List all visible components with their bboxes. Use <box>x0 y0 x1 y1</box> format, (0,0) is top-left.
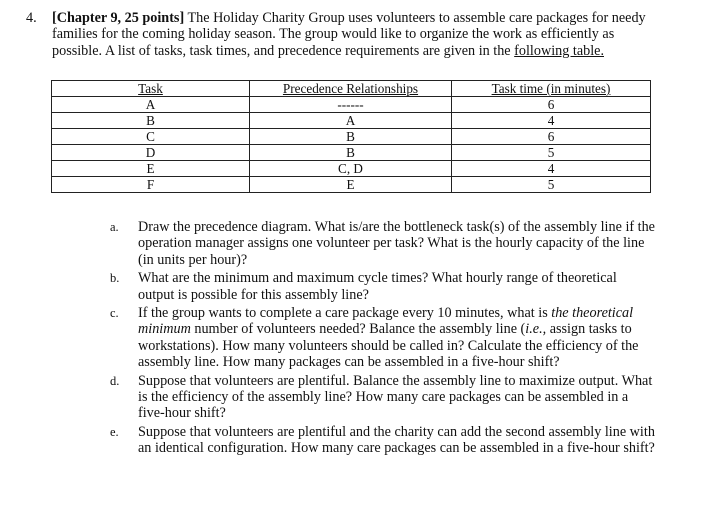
table-row <box>52 113 651 129</box>
cell-time: 6 <box>452 97 651 113</box>
cell-precedence: A <box>250 113 452 129</box>
table-row <box>52 161 651 177</box>
question-intro <box>52 10 666 59</box>
cell-task: C <box>52 129 250 145</box>
sub-question-a <box>110 219 655 268</box>
question-heading: [Chapter 9, 25 points] <box>52 10 185 26</box>
question-intro-tail: following table. <box>514 42 604 59</box>
cell-precedence: E <box>250 177 452 193</box>
sub-question-b <box>110 270 655 303</box>
sub-question-text: Suppose that volunteers are plentiful. Balance the assembly line to maximize output. What is the efficiency of the assembly line? How many care packages can be assembled in a five-hour shift? <box>138 372 653 422</box>
emphasis-text: the theoretical minimum <box>138 305 634 338</box>
question-intro-text: The Holiday Charity Group uses volunteers to assemble care packages for needy families for the coming holiday season. The group would like to organize the work as efficiently as possible. A list of tasks, task times, and precedence requirements are given in the <box>52 10 646 59</box>
sub-question-letter: e. <box>110 424 119 439</box>
cell-precedence: ------ <box>250 97 452 113</box>
cell-precedence: B <box>250 129 452 145</box>
cell-task: D <box>52 145 250 161</box>
header-task: Task <box>52 81 250 97</box>
cell-task: B <box>52 113 250 129</box>
cell-time: 5 <box>452 177 651 193</box>
sub-question-text: assign tasks to workstations). How many volunteers should be called in? Calculate the efficiency of the assembly line. How many packages can be assembled in a five-hour shift? <box>138 321 639 371</box>
sub-question-text: Draw the precedence diagram. What is/are the bottleneck task(s) of the assembly line if the operation manager assigns one volunteer per task? What is the hourly capacity of the line (in units per hour)? <box>138 219 655 268</box>
table-row <box>52 177 651 193</box>
cell-precedence: B <box>250 145 452 161</box>
emphasis-text: i.e., <box>525 321 547 338</box>
sub-question-letter: d. <box>110 373 120 388</box>
cell-precedence: C, D <box>250 161 452 177</box>
header-task-time: Task time (in minutes) <box>452 81 651 97</box>
table-header-row <box>52 81 651 97</box>
header-precedence: Precedence Relationships <box>250 81 452 97</box>
cell-time: 4 <box>452 113 651 129</box>
sub-question-e <box>110 424 655 457</box>
sub-question-d <box>110 373 655 422</box>
sub-question-letter: a. <box>110 220 119 234</box>
cell-time: 5 <box>452 145 651 161</box>
cell-task: E <box>52 161 250 177</box>
cell-task: F <box>52 177 250 193</box>
sub-question-text: number of volunteers needed? Balance the assembly line ( <box>190 321 526 338</box>
question-block <box>26 10 666 59</box>
cell-time: 6 <box>452 129 651 145</box>
table-row <box>52 145 651 161</box>
sub-question-text: If the group wants to complete a care package every 10 minutes, what is <box>138 305 552 322</box>
sub-questions-list <box>110 219 655 459</box>
sub-question-c <box>110 305 655 371</box>
table-row <box>52 97 651 113</box>
table-row <box>52 129 651 145</box>
cell-task: A <box>52 97 250 113</box>
sub-question-text: What are the minimum and maximum cycle times? What hourly range of theoretical output is possible for this assembly line? <box>138 270 617 303</box>
sub-question-letter: b. <box>110 271 120 286</box>
sub-question-letter: c. <box>110 306 119 321</box>
task-table <box>51 80 651 193</box>
question-number: 4. <box>26 10 37 26</box>
cell-time: 4 <box>452 161 651 177</box>
sub-question-text: Suppose that volunteers are plentiful and the charity can add the second assembly line with an identical configuration. How many care packages can be assembled in a five-hour shift? <box>138 423 655 457</box>
